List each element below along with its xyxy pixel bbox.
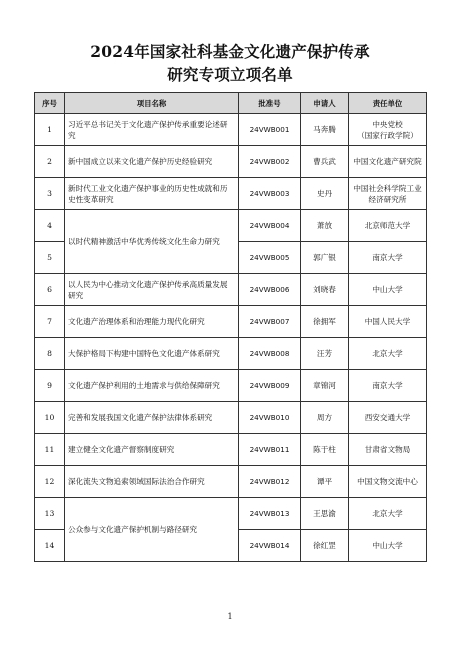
cell-approval-number: 24VWB009	[239, 370, 301, 402]
cell-project-name: 文化遗产治理体系和治理能力现代化研究	[65, 306, 239, 338]
cell-serial: 11	[35, 434, 65, 466]
table-row	[35, 434, 427, 466]
cell-serial: 12	[35, 466, 65, 498]
table-row	[35, 498, 427, 530]
cell-approval-number: 24VWB003	[239, 178, 301, 210]
cell-approval-number: 24VWB004	[239, 210, 301, 242]
cell-approval-number: 24VWB012	[239, 466, 301, 498]
cell-responsible-unit: 中央党校 （国家行政学院）	[349, 114, 427, 146]
cell-applicant: 徐拥军	[301, 306, 349, 338]
header-project-name: 项目名称	[65, 93, 239, 114]
cell-applicant: 刘晓春	[301, 274, 349, 306]
cell-responsible-unit: 北京大学	[349, 338, 427, 370]
cell-responsible-unit: 北京师范大学	[349, 210, 427, 242]
table-row	[35, 146, 427, 178]
table-row	[35, 178, 427, 210]
cell-serial: 9	[35, 370, 65, 402]
cell-project-name: 文化遗产保护利用的土地需求与供给保障研究	[65, 370, 239, 402]
cell-project-name: 建立健全文化遗产督察制度研究	[65, 434, 239, 466]
project-list-table	[34, 92, 427, 562]
cell-responsible-unit: 南京大学	[349, 242, 427, 274]
cell-applicant: 陈于柱	[301, 434, 349, 466]
header-responsible-unit: 责任单位	[349, 93, 427, 114]
cell-project-name: 新时代工业文化遗产保护事业的历史性成就和历史性变革研究	[65, 178, 239, 210]
cell-approval-number: 24VWB011	[239, 434, 301, 466]
cell-project-name: 新中国成立以来文化遗产保护历史经验研究	[65, 146, 239, 178]
table-row	[35, 306, 427, 338]
cell-serial: 14	[35, 530, 65, 562]
cell-serial: 3	[35, 178, 65, 210]
cell-serial: 5	[35, 242, 65, 274]
cell-applicant: 谭平	[301, 466, 349, 498]
table-row	[35, 114, 427, 146]
cell-project-name: 深化流失文物追索领域国际法治合作研究	[65, 466, 239, 498]
cell-applicant: 马奔腾	[301, 114, 349, 146]
cell-responsible-unit: 甘肃省文物局	[349, 434, 427, 466]
cell-serial: 8	[35, 338, 65, 370]
cell-responsible-unit: 西安交通大学	[349, 402, 427, 434]
header-applicant: 申请人	[301, 93, 349, 114]
table-row	[35, 274, 427, 306]
cell-approval-number: 24VWB001	[239, 114, 301, 146]
cell-serial: 2	[35, 146, 65, 178]
cell-approval-number: 24VWB005	[239, 242, 301, 274]
cell-applicant: 郭广银	[301, 242, 349, 274]
cell-applicant: 王思渝	[301, 498, 349, 530]
cell-serial: 10	[35, 402, 65, 434]
cell-applicant: 萧放	[301, 210, 349, 242]
cell-serial: 1	[35, 114, 65, 146]
cell-project-name: 完善和发展我国文化遗产保护法律体系研究	[65, 402, 239, 434]
cell-approval-number: 24VWB007	[239, 306, 301, 338]
table-row	[35, 210, 427, 242]
cell-applicant: 曹兵武	[301, 146, 349, 178]
table-row	[35, 402, 427, 434]
header-approval-number: 批准号	[239, 93, 301, 114]
cell-serial: 7	[35, 306, 65, 338]
cell-responsible-unit: 南京大学	[349, 370, 427, 402]
cell-responsible-unit: 中国文物交流中心	[349, 466, 427, 498]
cell-project-name: 公众参与文化遗产保护机制与路径研究	[65, 498, 239, 562]
cell-applicant: 徐红罡	[301, 530, 349, 562]
cell-applicant: 章锦河	[301, 370, 349, 402]
cell-serial: 4	[35, 210, 65, 242]
cell-responsible-unit: 北京大学	[349, 498, 427, 530]
cell-applicant: 周方	[301, 402, 349, 434]
table-row	[35, 370, 427, 402]
cell-applicant: 汪芳	[301, 338, 349, 370]
cell-applicant: 史丹	[301, 178, 349, 210]
cell-approval-number: 24VWB013	[239, 498, 301, 530]
table-row	[35, 466, 427, 498]
table-header-row	[35, 93, 427, 114]
cell-project-name: 以人民为中心推动文化遗产保护传承高质量发展研究	[65, 274, 239, 306]
cell-approval-number: 24VWB006	[239, 274, 301, 306]
cell-approval-number: 24VWB008	[239, 338, 301, 370]
cell-approval-number: 24VWB014	[239, 530, 301, 562]
table-body	[35, 114, 427, 562]
page-title-line2: 研究专项立项名单	[167, 65, 293, 84]
header-serial: 序号	[35, 93, 65, 114]
cell-project-name: 以时代精神激活中华优秀传统文化生命力研究	[65, 210, 239, 274]
cell-approval-number: 24VWB010	[239, 402, 301, 434]
cell-project-name: 大保护格局下构建中国特色文化遗产体系研究	[65, 338, 239, 370]
cell-serial: 6	[35, 274, 65, 306]
cell-serial: 13	[35, 498, 65, 530]
cell-responsible-unit: 中山大学	[349, 274, 427, 306]
cell-responsible-unit: 中国文化遗产研究院	[349, 146, 427, 178]
cell-project-name: 习近平总书记关于文化遗产保护传承重要论述研究	[65, 114, 239, 146]
cell-responsible-unit: 中山大学	[349, 530, 427, 562]
cell-responsible-unit: 中国社会科学院工业经济研究所	[349, 178, 427, 210]
cell-responsible-unit: 中国人民大学	[349, 306, 427, 338]
page-title-line1: 2024年国家社科基金文化遗产保护传承	[90, 42, 370, 61]
cell-approval-number: 24VWB002	[239, 146, 301, 178]
table-row	[35, 338, 427, 370]
page-number: 1	[227, 612, 233, 621]
